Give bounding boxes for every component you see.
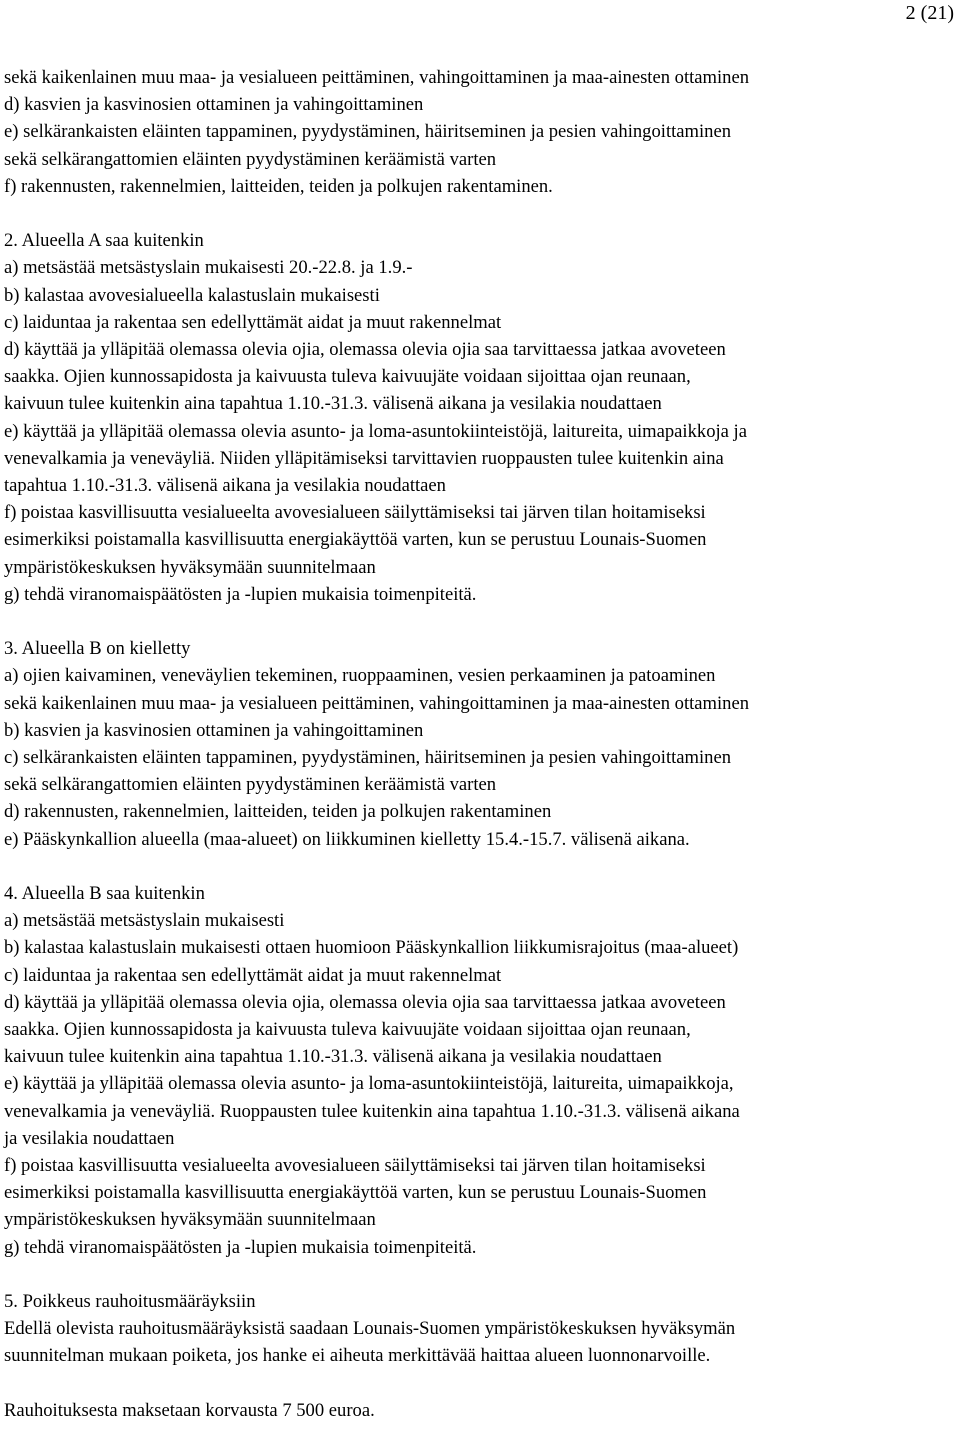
text-line: e) Pääskynkallion alueella (maa-alueet) on liikkuminen kielletty 15.4.-15.7. välisenä aikana.	[4, 828, 690, 850]
text-line: saakka. Ojien kunnossapidosta ja kaivuusta tuleva kaivuujäte voidaan sijoittaa ojan reunaan,	[4, 366, 691, 388]
text-line: f) rakennusten, rakennelmien, laitteiden, teiden ja polkujen rakentaminen.	[4, 175, 553, 197]
text-line: c) laiduntaa ja rakentaa sen edellyttämät aidat ja muut rakennelmat	[4, 311, 502, 333]
paragraph-gap	[4, 608, 956, 635]
page-number: 2 (21)	[905, 2, 954, 24]
text-line: saakka. Ojien kunnossapidosta ja kaivuusta tuleva kaivuujäte voidaan sijoittaa ojan reunaan,	[4, 1019, 691, 1041]
text-line: e) selkärankaisten eläinten tappaminen, pyydystäminen, häiritseminen ja pesien vahingoittaminen	[4, 121, 731, 143]
text-line: c) selkärankaisten eläinten tappaminen, pyydystäminen, häiritseminen ja pesien vahingoittaminen	[4, 747, 731, 769]
text-line: a) metsästää metsästyslain mukaisesti 20.-22.8. ja 1.9.-	[4, 257, 413, 279]
text-line: g) tehdä viranomaispäätösten ja -lupien mukaisia toimenpiteitä.	[4, 1236, 477, 1258]
section-heading: 4. Alueella B saa kuitenkin	[4, 883, 205, 905]
text-line: d) kasvien ja kasvinosien ottaminen ja vahingoittaminen	[4, 94, 424, 116]
text-line: Rauhoituksesta maksetaan korvausta 7 500 euroa.	[4, 1399, 375, 1421]
text-line: f) poistaa kasvillisuutta vesialueelta avovesialueen säilyttämiseksi tai järven tilan hoitamiseksi	[4, 1155, 706, 1177]
text-line: tapahtua 1.10.-31.3. välisenä aikana ja vesilakia noudattaen	[4, 475, 446, 497]
text-line: b) kalastaa kalastuslain mukaisesti ottaen huomioon Pääskynkallion liikkumisrajoitus (maa-alueet)	[4, 937, 739, 959]
text-line: b) kasvien ja kasvinosien ottaminen ja vahingoittaminen	[4, 719, 424, 741]
section-heading: 3. Alueella B on kielletty	[4, 638, 191, 660]
text-line: d) rakennusten, rakennelmien, laitteiden, teiden ja polkujen rakentaminen	[4, 801, 552, 823]
text-line: ympäristökeskuksen hyväksymään suunnitelmaan	[4, 1209, 376, 1231]
text-line: suunnitelman mukaan poiketa, jos hanke ei aiheuta merkittävää haittaa alueen luonnonarvoille.	[4, 1345, 711, 1367]
section-3-area-b-prohibitions	[4, 635, 956, 853]
text-line: f) poistaa kasvillisuutta vesialueelta avovesialueen säilyttämiseksi tai järven tilan hoitamiseksi	[4, 502, 706, 524]
text-line: e) käyttää ja ylläpitää olemassa olevia asunto- ja loma-asuntokiinteistöjä, laitureita, uimapaikkoja ja	[4, 420, 747, 442]
paragraph-gap	[4, 1261, 956, 1288]
text-line: sekä kaikenlainen muu maa- ja vesialueen peittäminen, vahingoittaminen ja maa-ainesten ottaminen	[4, 67, 750, 88]
text-line: d) käyttää ja ylläpitää olemassa olevia ojia, olemassa olevia ojia saa tarvittaessa jatkaa avoveteen	[4, 339, 726, 361]
paragraph-gap	[4, 853, 956, 880]
text-line: venevalkamia ja veneväyliä. Ruoppausten tulee kuitenkin aina tapahtua 1.10.-31.3. välisenä aikana	[4, 1100, 740, 1122]
text-line: ja vesilakia noudattaen	[4, 1127, 175, 1149]
text-line: sekä kaikenlainen muu maa- ja vesialueen peittäminen, vahingoittaminen ja maa-ainesten ottaminen	[4, 692, 750, 714]
text-line: esimerkiksi poistamalla kasvillisuutta energiakäyttöä varten, kun se perustuu Lounais-Suomen	[4, 529, 707, 551]
compensation-statement	[4, 1397, 956, 1424]
paragraph-gap	[4, 200, 956, 227]
section-heading: 2. Alueella A saa kuitenkin	[4, 230, 204, 252]
text-line: sekä selkärangattomien eläinten pyydystäminen keräämistä varten	[4, 148, 497, 170]
text-line: kaivuun tulee kuitenkin aina tapahtua 1.10.-31.3. välisenä aikana ja vesilakia noudattaen	[4, 393, 662, 415]
text-line: d) käyttää ja ylläpitää olemassa olevia ojia, olemassa olevia ojia saa tarvittaessa jatkaa avoveteen	[4, 991, 726, 1013]
prohibitions-area-a-continued	[4, 64, 956, 200]
text-line: esimerkiksi poistamalla kasvillisuutta energiakäyttöä varten, kun se perustuu Lounais-Suomen	[4, 1182, 707, 1204]
text-line: Edellä olevista rauhoitusmääräyksistä saadaan Lounais-Suomen ympäristökeskuksen hyväksymän	[4, 1318, 736, 1340]
text-line: a) metsästää metsästyslain mukaisesti	[4, 910, 285, 932]
document-body	[4, 64, 956, 1424]
paragraph-gap	[4, 1370, 956, 1397]
section-heading: 5. Poikkeus rauhoitusmääräyksiin	[4, 1291, 256, 1313]
text-line: c) laiduntaa ja rakentaa sen edellyttämät aidat ja muut rakennelmat	[4, 964, 502, 986]
section-2-area-a-permissions	[4, 227, 956, 608]
text-line: g) tehdä viranomaispäätösten ja -lupien mukaisia toimenpiteitä.	[4, 583, 477, 605]
text-line: ympäristökeskuksen hyväksymään suunnitelmaan	[4, 556, 376, 578]
section-5-exemption	[4, 1288, 956, 1370]
text-line: b) kalastaa avovesialueella kalastuslain mukaisesti	[4, 284, 380, 306]
text-line: sekä selkärangattomien eläinten pyydystäminen keräämistä varten	[4, 774, 497, 796]
text-line: a) ojien kaivaminen, veneväylien tekeminen, ruoppaaminen, vesien perkaaminen ja patoaminen	[4, 665, 716, 687]
text-line: venevalkamia ja veneväyliä. Niiden ylläpitämiseksi tarvittavien ruoppausten tulee kuitenkin aina	[4, 447, 724, 469]
section-4-area-b-permissions	[4, 880, 956, 1261]
text-line: e) käyttää ja ylläpitää olemassa olevia asunto- ja loma-asuntokiinteistöjä, laitureita, uimapaikkoja,	[4, 1073, 734, 1095]
text-line: kaivuun tulee kuitenkin aina tapahtua 1.10.-31.3. välisenä aikana ja vesilakia noudattaen	[4, 1046, 662, 1068]
